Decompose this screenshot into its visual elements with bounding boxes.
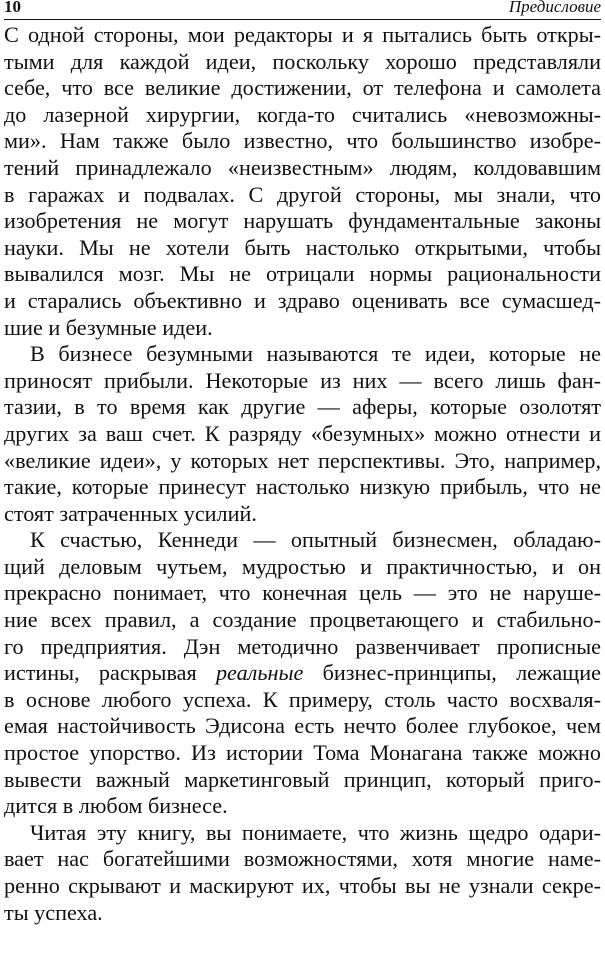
text-line: стоят затраченных усилий. [4,500,257,526]
paragraph [4,527,601,820]
text-line: тыми для каждой идеи, поскольку хорошо представляли [4,48,601,74]
paragraph [4,22,601,341]
text-line: других за ваш счет. К разряду «безумных» можно отнести и [4,420,601,446]
text-line: дится в любом бизнесе. [4,793,228,819]
paragraph [4,341,601,527]
text-line: вает нас богатейшими возможностями, хотя многие наме- [4,846,601,872]
running-title: Предисловие [508,0,601,16]
text-line: емая настойчивость Эдисона есть нечто более глубокое, чем [4,713,601,739]
text-line: в основе любого успеха. К примеру, столь часто восхваля- [4,686,601,712]
text-line: такие, которые принесут настолько низкую прибыль, что не [4,474,601,500]
text-line: Читая эту книгу, вы понимаете, что жизнь щедро одари- [30,819,601,845]
text-line: С одной стороны, мои редакторы и я пытались быть откры- [4,22,601,47]
text-line: в гаражах и подвалах. С другой стороны, мы знали, что [4,181,601,207]
text-line: прекрасно понимает, что конечная цель — это не наруше- [4,580,601,606]
text-line: щий деловым чутьем, мудростью и практичностью, и он [4,553,601,579]
text-line: ты успеха. [4,899,103,925]
text-line: тазии, в то время как другие — аферы, которые озолотят [4,394,601,420]
text-line: ние всех правил, а создание процветающего и стабильно- [4,607,601,633]
text-run: истины, раскрывая [4,660,216,686]
text-line: приносят прибыли. Некоторые из них — всего лишь фан- [4,367,601,393]
paragraph [4,820,601,926]
text-line: ми». Нам также было известно, что большинство изобре- [4,128,601,154]
text-line: ренно скрывают и маскируют их, чтобы вы не узнали секре- [4,873,601,898]
text-line: тений принадлежало «неизвестным» людям, колдовавшим [4,154,601,180]
text-line: вывалился мозг. Мы не отрицали нормы рациональности [4,261,601,287]
text-line: до лазерной хирургии, когда-то считались «невозможны- [4,101,601,127]
emphasis-word: реальные [215,660,304,686]
text-line-with-emphasis [4,660,601,687]
text-line: шие и безумные идеи. [4,314,213,340]
text-line: науки. Мы не хотели быть настолько открытыми, чтобы [4,234,601,260]
text-line: В бизнесе безумными называются те идеи, которые не [30,341,601,367]
text-line: го предприятия. Дэн методично развенчивает прописные [4,633,601,659]
page-body [4,22,601,926]
text-line: К счастью, Кеннеди — опытный бизнесмен, обладаю- [30,527,601,553]
text-line: «великие идеи», у которых нет перспективы. Это, например, [4,447,601,473]
page-header [4,0,601,20]
text-line: изобретения не могут нарушать фундаментальные законы [4,208,601,234]
text-line: и старались объективно и здраво оценивать все сумасшед- [4,287,601,313]
text-line: вывести важный маркетинговый принцип, который приго- [4,766,601,792]
text-run: бизнес-принципы, лежащие [303,660,601,686]
page-number: 10 [4,0,21,16]
text-line: простое упорство. Из истории Тома Монагана также можно [4,740,601,766]
text-line: себе, что все великие достижении, от телефона и самолета [4,75,601,101]
